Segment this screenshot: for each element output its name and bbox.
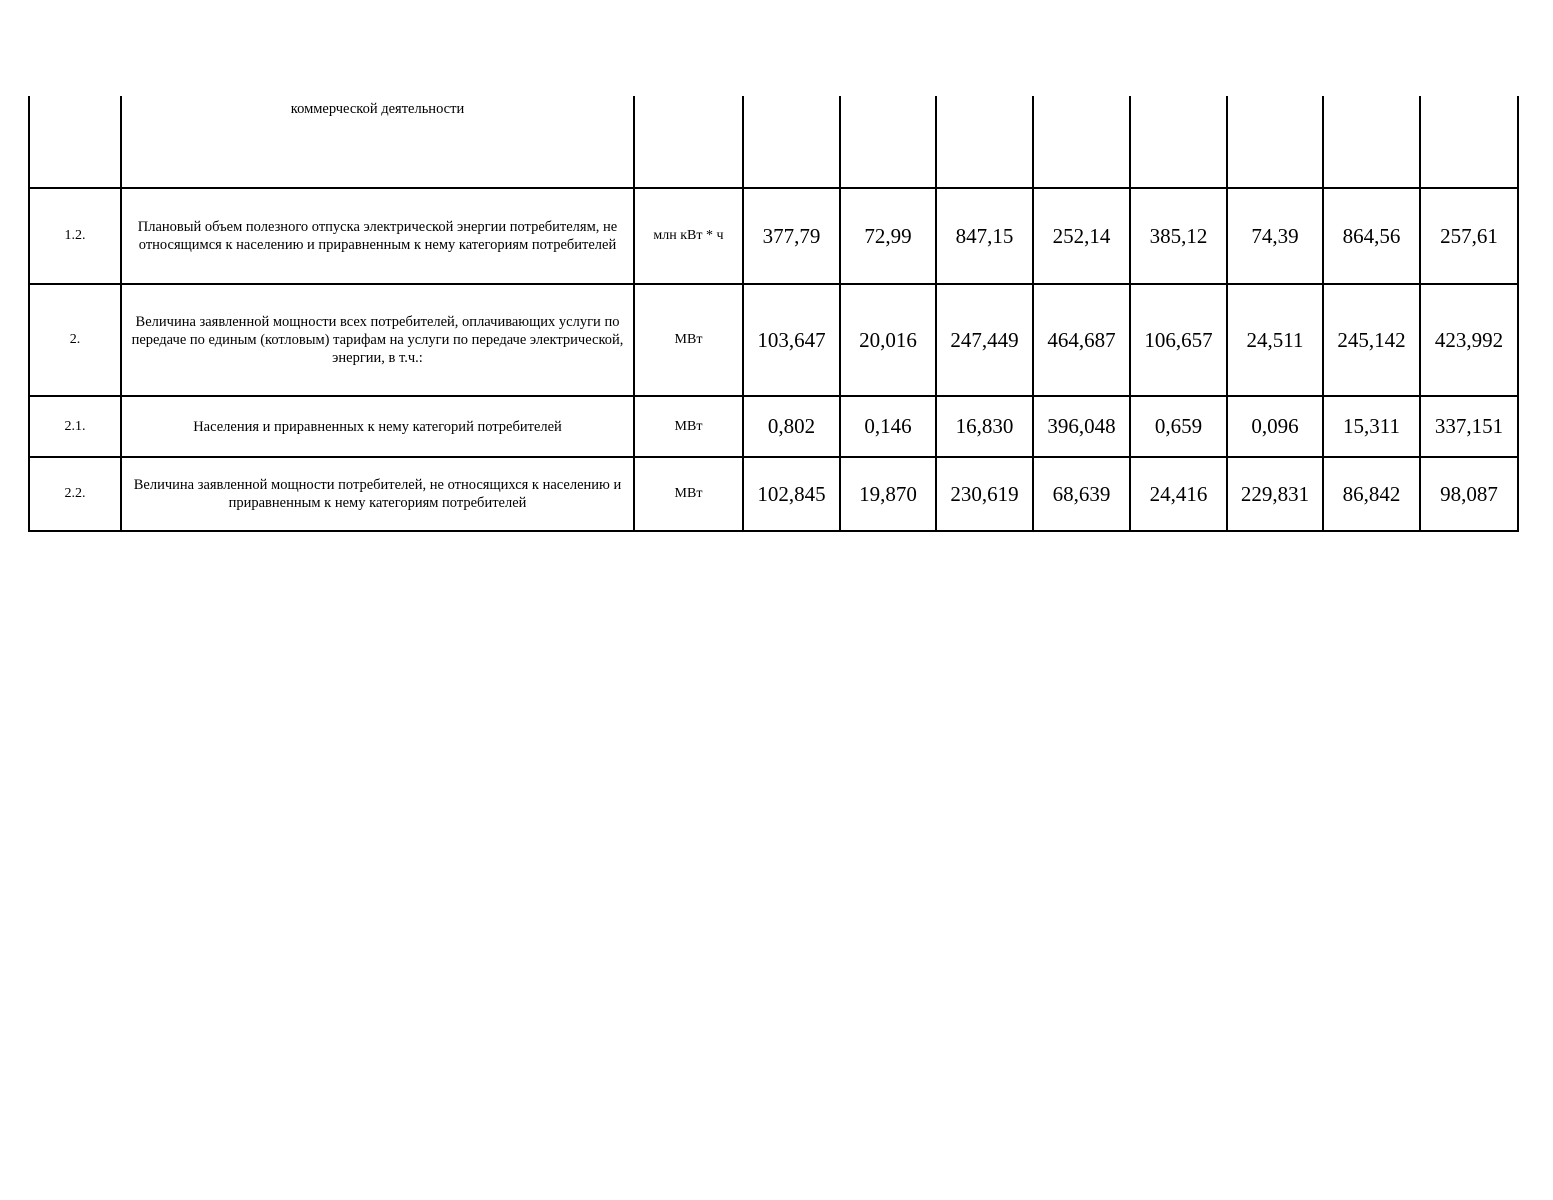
value-cell: 423,992 <box>1420 284 1518 396</box>
value-cell: 68,639 <box>1033 457 1130 531</box>
value-cell: 0,802 <box>743 396 840 457</box>
value-cell <box>1420 96 1518 188</box>
value-cell: 0,096 <box>1227 396 1323 457</box>
table-row <box>29 96 1518 188</box>
value-cell: 252,14 <box>1033 188 1130 284</box>
row-unit: МВт <box>634 396 743 457</box>
row-number: 2.2. <box>29 457 121 531</box>
value-cell: 102,845 <box>743 457 840 531</box>
row-unit <box>634 96 743 188</box>
row-unit: МВт <box>634 457 743 531</box>
value-cell: 74,39 <box>1227 188 1323 284</box>
table-row <box>29 457 1518 531</box>
value-cell <box>1323 96 1420 188</box>
value-cell: 72,99 <box>840 188 936 284</box>
value-cell: 847,15 <box>936 188 1033 284</box>
row-unit: млн кВт * ч <box>634 188 743 284</box>
row-number: 1.2. <box>29 188 121 284</box>
value-cell: 385,12 <box>1130 188 1227 284</box>
row-number: 2.1. <box>29 396 121 457</box>
row-name: Плановый объем полезного отпуска электрической энергии потребителям, не относящимся к населению и приравненным к нему категориям потребителей <box>121 188 634 284</box>
row-unit: МВт <box>634 284 743 396</box>
value-cell: 245,142 <box>1323 284 1420 396</box>
row-name: Населения и приравненных к нему категорий потребителей <box>121 396 634 457</box>
table-row <box>29 284 1518 396</box>
value-cell <box>1227 96 1323 188</box>
tariff-table <box>28 96 1519 532</box>
value-cell: 0,659 <box>1130 396 1227 457</box>
value-cell <box>743 96 840 188</box>
value-cell <box>1130 96 1227 188</box>
row-number <box>29 96 121 188</box>
tariff-table-sheet <box>28 96 1517 532</box>
value-cell: 106,657 <box>1130 284 1227 396</box>
row-number: 2. <box>29 284 121 396</box>
value-cell: 0,146 <box>840 396 936 457</box>
value-cell: 337,151 <box>1420 396 1518 457</box>
value-cell: 864,56 <box>1323 188 1420 284</box>
value-cell <box>936 96 1033 188</box>
table-row <box>29 396 1518 457</box>
value-cell: 19,870 <box>840 457 936 531</box>
value-cell: 464,687 <box>1033 284 1130 396</box>
value-cell <box>1033 96 1130 188</box>
value-cell: 396,048 <box>1033 396 1130 457</box>
value-cell: 16,830 <box>936 396 1033 457</box>
value-cell: 257,61 <box>1420 188 1518 284</box>
value-cell: 15,311 <box>1323 396 1420 457</box>
row-name: Величина заявленной мощности потребителей, не относящихся к населению и приравненным к нему категориям потребителей <box>121 457 634 531</box>
value-cell: 229,831 <box>1227 457 1323 531</box>
value-cell: 98,087 <box>1420 457 1518 531</box>
row-name: коммерческой деятельности <box>121 96 634 188</box>
value-cell: 86,842 <box>1323 457 1420 531</box>
value-cell: 230,619 <box>936 457 1033 531</box>
row-name: Величина заявленной мощности всех потребителей, оплачивающих услуги по передаче по единым (котловым) тарифам на услуги по передаче электрической, энергии, в т.ч.: <box>121 284 634 396</box>
value-cell: 247,449 <box>936 284 1033 396</box>
value-cell: 24,416 <box>1130 457 1227 531</box>
table-row <box>29 188 1518 284</box>
value-cell: 377,79 <box>743 188 840 284</box>
value-cell: 103,647 <box>743 284 840 396</box>
value-cell: 24,511 <box>1227 284 1323 396</box>
value-cell: 20,016 <box>840 284 936 396</box>
value-cell <box>840 96 936 188</box>
